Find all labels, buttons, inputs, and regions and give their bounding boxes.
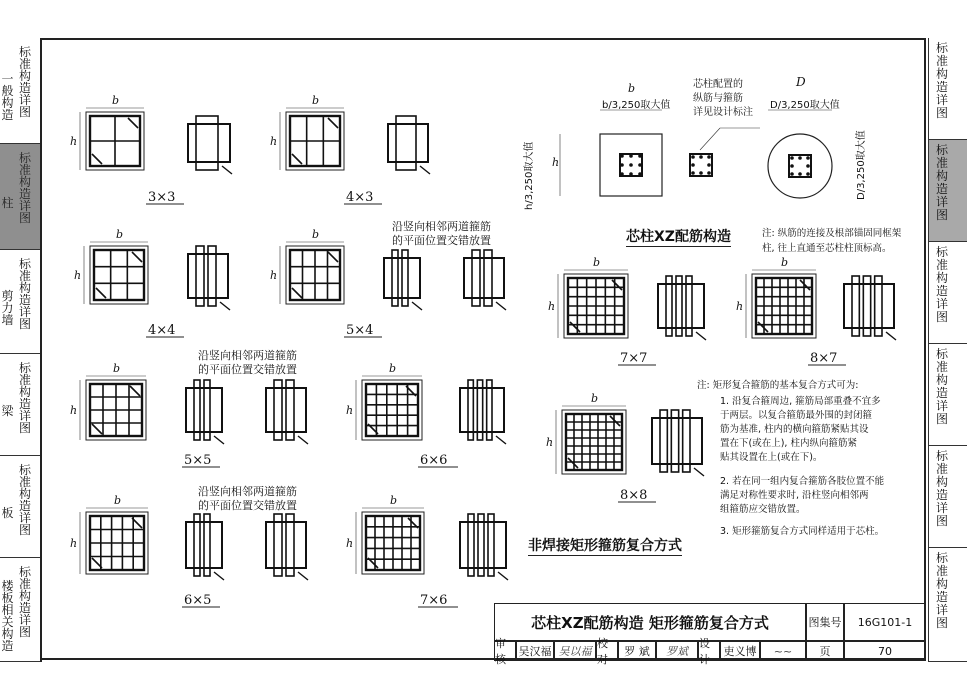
exp-4x3-hook	[420, 166, 430, 174]
core-column-title: 芯柱XZ配筋构造	[626, 226, 731, 247]
exp-5x4b-hook	[496, 302, 506, 310]
sec-8x7-hook	[758, 322, 768, 332]
stagger-note-2: 沿竖向相邻两道箍筋 的平面位置交错放置	[198, 349, 297, 376]
exp-6x5-piece	[194, 514, 200, 576]
sec-8x8-dim-h: h	[546, 436, 554, 449]
sheet-title: 芯柱XZ配筋构造 矩形箍筋复合方式	[494, 603, 806, 641]
core-bar	[707, 171, 711, 175]
exp-6x6-hook	[496, 436, 506, 444]
left-tab-main: 标准构造详图	[18, 463, 31, 537]
exp-6x5b-hook	[298, 572, 308, 580]
core-bar	[699, 155, 703, 159]
right-tab-label: 标准构造详图	[935, 347, 948, 426]
core-bar	[691, 163, 695, 167]
sec-3x3-dim-h: h	[70, 135, 78, 148]
core-circle-outline	[768, 134, 832, 198]
label-8x7: 8×7	[810, 351, 838, 366]
sec-8x7-dim-h: h	[736, 300, 744, 313]
leader	[700, 128, 720, 150]
page-number: 70	[844, 641, 926, 661]
note-2: 2. 若在同一组内复合箍筋各肢位置不能 满足对称性要求时, 沿柱竖向相邻两 组箍筋应交错放置。	[720, 476, 885, 515]
core-dim-D3-vert: D/3,250取大值	[856, 130, 867, 200]
left-tab-main: 标准构造详图	[18, 257, 31, 331]
reviewer-signature: 吴以福	[554, 641, 596, 661]
core-bar	[806, 156, 810, 160]
sec-8x8-hook	[568, 458, 578, 468]
sec-4x4-hook	[132, 252, 142, 262]
checker-name: 罗 斌	[618, 641, 656, 661]
stagger-note-3: 沿竖向相邻两道箍筋 的平面位置交错放置	[198, 485, 297, 512]
right-tab-label: 标准构造详图	[935, 245, 948, 324]
exp-7x6-piece	[488, 514, 494, 576]
label-7x7: 7×7	[620, 351, 648, 366]
designer-signature: ~~	[760, 641, 806, 661]
exp-7x7-hoop	[658, 284, 704, 328]
core-bar	[790, 156, 794, 160]
core-bar	[699, 171, 703, 175]
sec-3x3-dim-b: b	[112, 94, 120, 107]
exp-8x8-piece	[683, 410, 690, 472]
sec-4x3-dim-h: h	[270, 135, 278, 148]
core-bar	[806, 164, 810, 168]
core-bar	[707, 155, 711, 159]
sec-8x7-dim-b: b	[781, 256, 789, 269]
label-8x8: 8×8	[620, 488, 648, 503]
page-label: 页	[806, 641, 844, 661]
sec-7x7-dim-h: h	[548, 300, 556, 313]
core-bar	[638, 163, 642, 167]
sec-5x4-hook	[292, 288, 302, 298]
checker-signature: 罗斌	[656, 641, 698, 661]
sec-4x4-outline	[90, 246, 148, 304]
exp-7x6-hoop	[460, 522, 506, 568]
label-5x4: 5×4	[346, 323, 374, 338]
sec-7x7-dim-b: b	[593, 256, 601, 269]
label-3x3: 3×3	[148, 190, 176, 205]
core-bar	[620, 154, 624, 158]
sec-5x5-hook	[92, 424, 102, 434]
sec-4x4-dim-h: h	[74, 269, 82, 282]
sec-3x3-hook	[92, 154, 102, 164]
right-tab-label: 标准构造详图	[935, 449, 948, 528]
label-6x6: 6×6	[420, 453, 448, 468]
sec-6x6-hoop	[366, 384, 418, 436]
core-footnote: 注: 纵筋的连接及根部锚固同框架 柱, 往上直通至芯柱柱顶标高。	[762, 228, 902, 254]
note-1: 1. 沿复合箍周边, 箍筋局部重叠不宜多 于两层。以复合箍筋最外围的封闭箍 筋为基准, 柱内的横向箍筋紧贴其设 置在下(或在上), 柱内纵向箍筋紧 贴其设置在上(或在下)。	[720, 396, 881, 463]
sec-4x3-hook	[328, 118, 338, 128]
left-tab-sub: 板	[1, 506, 14, 520]
sec-4x3-hook	[292, 154, 302, 164]
core-bar	[707, 163, 711, 167]
core-dim-D: D	[796, 75, 806, 89]
exp-6x5-hook	[214, 572, 224, 580]
exp-8x8-piece	[660, 410, 667, 472]
note-3: 3. 矩形箍筋复合方式同样适用于芯柱。	[720, 526, 885, 537]
left-tab-main: 标准构造详图	[18, 151, 31, 225]
core-bar	[638, 154, 642, 158]
core-bar	[629, 163, 633, 167]
sec-7x7-hook	[570, 322, 580, 332]
core-dim-h: h	[552, 156, 560, 169]
sec-3x3-hook	[128, 118, 138, 128]
sec-6x5-dim-h: h	[70, 537, 78, 550]
sec-4x4-hook	[96, 288, 106, 298]
exp-6x5-piece	[204, 514, 210, 576]
core-dim-D3: D/3,250取大值	[770, 100, 840, 111]
left-tab-sub: 柱	[1, 196, 14, 210]
label-6x5: 6×5	[184, 593, 212, 608]
designer-name: 吏义博	[720, 641, 760, 661]
right-tab-label: 标准构造详图	[935, 551, 948, 630]
exp-3x3-hoop	[188, 124, 230, 162]
stagger-note-1: 沿竖向相邻两道箍筋 的平面位置交错放置	[392, 220, 491, 247]
core-bar	[629, 154, 633, 158]
core-bar	[629, 172, 633, 176]
exp-5x5-hook	[214, 436, 224, 444]
label-7x6: 7×6	[420, 593, 448, 608]
exp-7x6-piece	[478, 514, 484, 576]
check-label: 校对	[596, 641, 618, 661]
sec-5x5-dim-h: h	[70, 404, 78, 417]
sec-6x6-dim-b: b	[389, 362, 397, 375]
sec-7x6-dim-b: b	[390, 494, 398, 507]
title-block	[494, 603, 926, 666]
sec-8x8-dim-b: b	[591, 392, 599, 405]
core-bar	[620, 163, 624, 167]
core-bar	[691, 171, 695, 175]
label-4x4: 4×4	[148, 323, 176, 338]
section-title: 非焊接矩形箍筋复合方式	[528, 535, 682, 556]
left-tab-sub: 一般构造	[1, 72, 14, 122]
left-tab-main: 标准构造详图	[18, 565, 31, 639]
exp-4x3-hoop	[388, 124, 428, 162]
notes-head: 注: 矩形复合箍筋的基本复合方式可为:	[697, 380, 859, 391]
core-dim-b3: b/3,250取大值	[602, 100, 671, 111]
label-4x3: 4×3	[346, 190, 374, 205]
exp-8x8-hook	[694, 468, 704, 476]
sec-7x6-dim-h: h	[346, 537, 354, 550]
sec-5x4-dim-b: b	[312, 228, 320, 241]
core-bar	[790, 172, 794, 176]
sec-8x7-hook	[800, 280, 810, 290]
sec-8x8-hook	[610, 416, 620, 426]
sec-6x5-dim-b: b	[114, 494, 122, 507]
core-bar	[806, 172, 810, 176]
core-dim-h3: h/3,250取大值	[524, 141, 535, 210]
exp-5x4-hook	[412, 302, 422, 310]
exp-3x3-hook	[222, 166, 232, 174]
review-label: 审核	[494, 641, 516, 661]
sec-5x5-dim-b: b	[113, 362, 121, 375]
reviewer-name: 吴汉福	[516, 641, 554, 661]
exp-5x5b-hook	[298, 436, 308, 444]
core-rebar-note: 芯柱配置的 纵筋与箍筋 详见设计标注	[693, 79, 753, 118]
exp-8x8-piece	[671, 410, 678, 472]
left-tab-sub: 楼板相关构造	[1, 579, 14, 653]
design-label: 设计	[698, 641, 720, 661]
core-bar	[691, 155, 695, 159]
left-tab-sub: 梁	[1, 404, 14, 418]
exp-6x5b-piece	[274, 514, 282, 576]
core-bar	[798, 172, 802, 176]
core-bar	[620, 172, 624, 176]
core-bar	[638, 172, 642, 176]
sec-5x4-hook	[328, 252, 338, 262]
core-dim-b: b	[628, 82, 636, 95]
right-tab-label: 标准构造详图	[935, 41, 948, 120]
exp-4x4-hook	[220, 302, 230, 310]
sec-6x6-outline	[362, 380, 422, 440]
label-5x5: 5×5	[184, 453, 212, 468]
sec-8x8-outline	[562, 410, 626, 474]
sec-5x4-dim-h: h	[270, 269, 278, 282]
atlas-label: 图集号	[806, 603, 844, 641]
exp-7x6-piece	[468, 514, 474, 576]
left-tab-main: 标准构造详图	[18, 361, 31, 435]
sec-7x7-hook	[612, 280, 622, 290]
core-bar	[798, 156, 802, 160]
left-tab-sub: 剪力墙	[1, 289, 14, 327]
left-tab-main: 标准构造详图	[18, 45, 31, 119]
sec-5x5-hook	[130, 386, 140, 396]
core-bar	[790, 164, 794, 168]
right-tab-label: 标准构造详图	[935, 143, 948, 222]
sec-6x6-dim-h: h	[346, 404, 354, 417]
atlas-number: 16G101-1	[844, 603, 926, 641]
sec-4x4-dim-b: b	[116, 228, 124, 241]
exp-6x5b-piece	[286, 514, 294, 576]
exp-7x7-hook	[696, 332, 706, 340]
sec-4x3-dim-b: b	[312, 94, 320, 107]
exp-8x7-hook	[886, 332, 896, 340]
exp-7x6-hook	[498, 572, 508, 580]
